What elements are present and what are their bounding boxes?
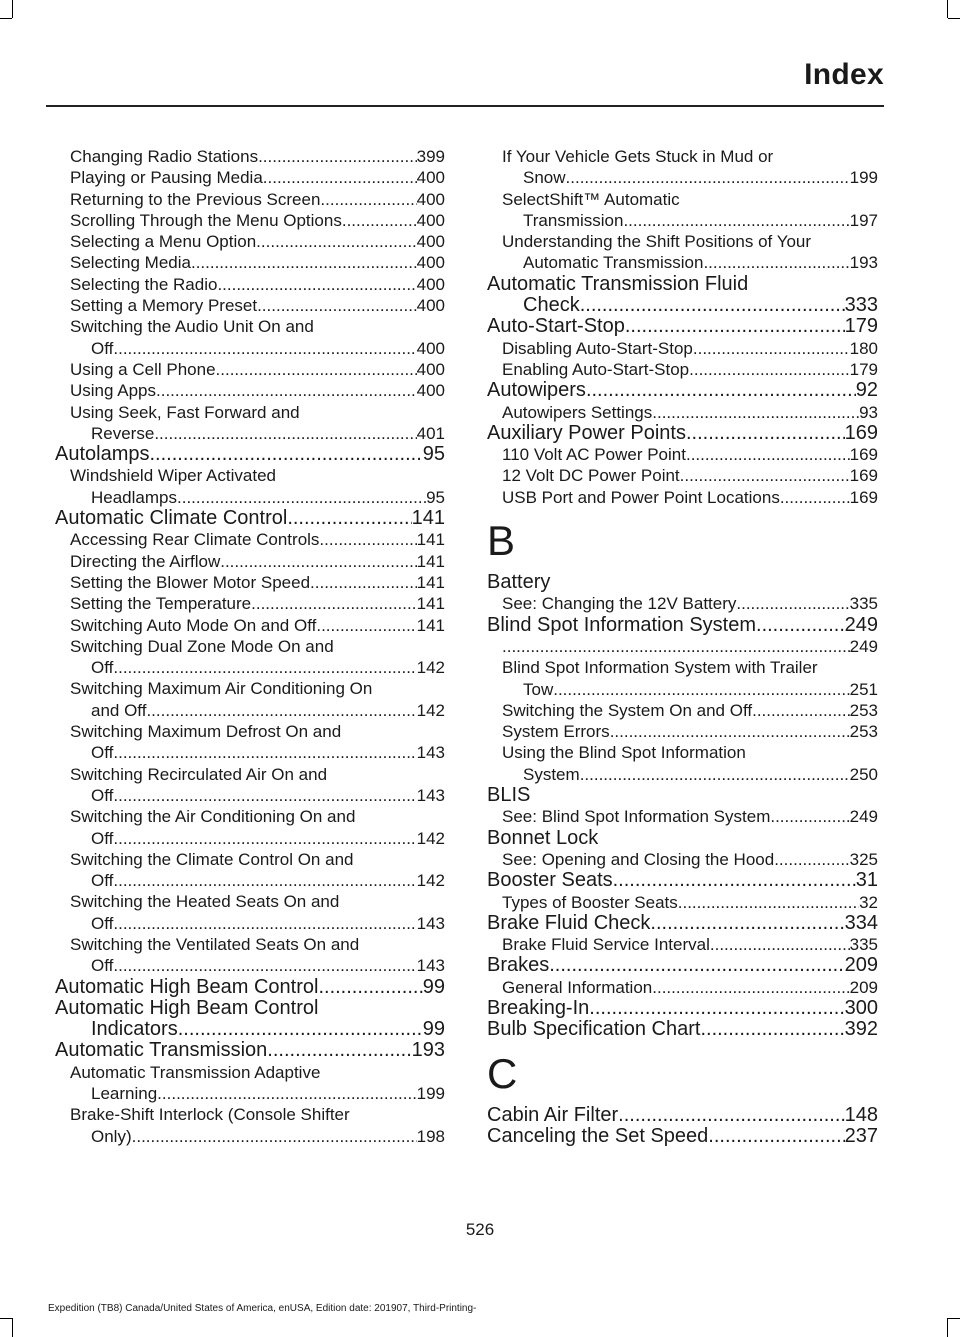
- page-title: Index: [804, 58, 884, 91]
- index-subentry: Windshield Wiper Activated: [70, 466, 276, 486]
- leader-dots: [623, 210, 849, 231]
- entry-label: Automatic Transmission: [523, 253, 704, 273]
- index-entry: [55, 274, 445, 295]
- leader-dots: [263, 167, 417, 188]
- entry-label: Off: [91, 871, 114, 891]
- page-reference[interactable]: 141: [416, 551, 445, 571]
- leader-dots: [502, 636, 850, 657]
- leader-dots: [686, 423, 845, 444]
- leader-dots: [586, 380, 856, 401]
- page-reference[interactable]: 93: [859, 402, 878, 422]
- index-entry: [487, 977, 878, 998]
- page-reference[interactable]: 141: [411, 507, 445, 530]
- index-entry: [487, 402, 878, 423]
- leader-dots: [652, 977, 849, 998]
- entry-label: Setting the Blower Motor Speed: [70, 572, 311, 592]
- crop-mark: [0, 1318, 12, 1319]
- index-entry: [487, 934, 878, 955]
- page-reference[interactable]: 143: [416, 785, 445, 805]
- entry-label: Breaking-In: [487, 996, 590, 1019]
- page-reference[interactable]: 300: [844, 996, 878, 1019]
- entry-label: Tow: [523, 679, 554, 699]
- index-heading: [487, 316, 878, 337]
- leader-dots: [708, 1126, 844, 1147]
- index-entry: [487, 465, 878, 486]
- index-subentry: Blind Spot Information System with Trailer: [502, 658, 818, 678]
- crop-mark: [948, 18, 960, 19]
- page-reference[interactable]: 253: [849, 722, 878, 742]
- leader-dots: [618, 1105, 844, 1126]
- leader-dots: [132, 1126, 417, 1147]
- index-subentry: Using the Blind Spot Information: [502, 743, 746, 763]
- leader-dots: [217, 274, 416, 295]
- page-reference[interactable]: 399: [416, 147, 445, 166]
- index-entry: [55, 146, 445, 167]
- leader-dots: [700, 1019, 844, 1040]
- index-heading: [487, 870, 878, 891]
- leader-dots: [678, 892, 859, 913]
- index-entry: [487, 806, 878, 827]
- entry-label: Snow: [523, 168, 566, 188]
- entry-label: Using Apps: [70, 381, 156, 401]
- header-divider: [46, 105, 884, 107]
- index-entry: [55, 380, 445, 401]
- index-section-letter: B: [487, 517, 516, 565]
- index-entry: [487, 210, 878, 231]
- index-entry: [55, 828, 445, 849]
- entry-label: Blind Spot Information System: [487, 613, 757, 636]
- entry-label: Automatic Transmission: [55, 1039, 268, 1062]
- leader-dots: [752, 700, 850, 721]
- page-reference[interactable]: 169: [849, 487, 878, 507]
- index-entry: [487, 252, 878, 273]
- entry-label: Off: [91, 828, 114, 848]
- index-heading: [55, 977, 445, 998]
- leader-dots: [686, 444, 850, 465]
- leader-dots: [580, 295, 845, 316]
- page-reference[interactable]: 237: [844, 1124, 878, 1147]
- index-subentry: Brake-Shift Interlock (Console Shifter: [70, 1105, 350, 1125]
- entry-label: Changing Radio Stations: [70, 147, 259, 166]
- page-reference[interactable]: 333: [844, 294, 878, 317]
- crop-mark: [12, 1318, 13, 1337]
- entry-label: Auxiliary Power Points: [487, 421, 686, 444]
- index-entry: [55, 785, 445, 806]
- index-heading: [487, 615, 878, 636]
- leader-dots: [256, 231, 416, 252]
- entry-label: Learning: [91, 1084, 158, 1104]
- index-entry: [55, 551, 445, 572]
- footer-edition: Expedition (TB8) Canada/United States of America, enUSA, Edition date: 201907, Third-Printing-: [48, 1303, 477, 1314]
- leader-dots: [257, 295, 417, 316]
- index-column-right: [487, 146, 878, 1147]
- leader-dots: [113, 828, 416, 849]
- leader-dots: [113, 870, 416, 891]
- entry-label: Playing or Pausing Media: [70, 168, 263, 188]
- page-reference[interactable]: 169: [844, 421, 878, 444]
- index-subentry: Using Seek, Fast Forward and: [70, 402, 300, 422]
- index-entry: [487, 636, 878, 657]
- entry-label: Brake Fluid Service Interval: [502, 935, 710, 955]
- page-reference[interactable]: 401: [416, 423, 445, 443]
- index-entry: [55, 742, 445, 763]
- entry-label: Scrolling Through the Menu Options: [70, 210, 342, 230]
- page-reference[interactable]: 169: [849, 445, 878, 465]
- page-reference[interactable]: 95: [422, 443, 445, 466]
- page-reference[interactable]: 179: [844, 315, 878, 338]
- entry-label: Disabling Auto-Start-Stop: [502, 338, 693, 358]
- entry-label: Booster Seats: [487, 869, 613, 892]
- index-entry: [487, 359, 878, 380]
- index-heading: [55, 444, 445, 465]
- entry-label: See: Opening and Closing the Hood: [502, 849, 775, 869]
- index-entry: [55, 487, 445, 508]
- index-entry: [487, 338, 878, 359]
- index-heading: Automatic High Beam Control: [55, 996, 319, 1019]
- leader-dots: [780, 487, 850, 508]
- page-reference[interactable]: 148: [844, 1103, 878, 1126]
- index-entry: [487, 700, 878, 721]
- leader-dots: [342, 210, 417, 231]
- entry-label: Brakes: [487, 954, 550, 977]
- entry-label: Bulb Specification Chart: [487, 1018, 701, 1041]
- index-entry: [55, 295, 445, 316]
- index-entry: [55, 955, 445, 976]
- index-entry: [55, 252, 445, 273]
- index-subentry: Switching Dual Zone Mode On and: [70, 636, 334, 656]
- entry-label: Cabin Air Filter: [487, 1103, 619, 1126]
- page-reference[interactable]: 209: [849, 977, 878, 997]
- index-entry: [55, 615, 445, 636]
- leader-dots: [146, 700, 416, 721]
- index-heading: [55, 508, 445, 529]
- index-heading: Battery: [487, 571, 551, 594]
- index-entry: [55, 338, 445, 359]
- page-reference[interactable]: 400: [416, 189, 445, 209]
- entry-label: Automatic Climate Control: [55, 507, 288, 530]
- leader-dots: [113, 785, 416, 806]
- page-reference[interactable]: 400: [416, 338, 445, 358]
- entry-label: Setting a Memory Preset: [70, 296, 258, 316]
- page-reference[interactable]: 99: [422, 1018, 445, 1041]
- entry-label: System Errors: [502, 722, 610, 742]
- index-entry: [487, 593, 878, 614]
- page-reference[interactable]: 198: [416, 1126, 445, 1146]
- index-heading: [487, 1105, 878, 1126]
- index-entry: [487, 167, 878, 188]
- leader-dots: [625, 316, 845, 337]
- index-subentry: If Your Vehicle Gets Stuck in Mud or: [502, 147, 774, 166]
- leader-dots: [177, 487, 426, 508]
- page-reference[interactable]: 92: [855, 379, 878, 402]
- entry-label: Automatic High Beam Control: [55, 975, 319, 998]
- index-entry: [487, 444, 878, 465]
- leader-dots: [610, 721, 850, 742]
- page-reference[interactable]: 199: [849, 168, 878, 188]
- index-entry: [55, 359, 445, 380]
- page-reference[interactable]: 180: [849, 338, 878, 358]
- index-subentry: Understanding the Shift Positions of Your: [502, 232, 812, 252]
- entry-label: General Information: [502, 977, 653, 997]
- entry-label: Using a Cell Phone: [70, 359, 216, 379]
- page-reference[interactable]: 249: [849, 636, 878, 656]
- leader-dots: [156, 380, 417, 401]
- leader-dots: [650, 913, 844, 934]
- index-subentry: Switching the Air Conditioning On and: [70, 807, 356, 827]
- index-entry: [55, 210, 445, 231]
- index-entry: [55, 529, 445, 550]
- leader-dots: [693, 338, 850, 359]
- leader-dots: [553, 679, 849, 700]
- leader-dots: [549, 955, 844, 976]
- index-subentry: Switching Recirculated Air On and: [70, 764, 328, 784]
- entry-label: Accessing Rear Climate Controls: [70, 530, 320, 550]
- entry-label: Enabling Auto-Start-Stop: [502, 359, 690, 379]
- index-column-left: [55, 146, 445, 1147]
- leader-dots: [157, 1083, 416, 1104]
- page-reference[interactable]: 142: [416, 828, 445, 848]
- page-reference[interactable]: 249: [844, 613, 878, 636]
- entry-label: Brake Fluid Check: [487, 911, 651, 934]
- page-reference[interactable]: 400: [416, 232, 445, 252]
- index-heading: [487, 998, 878, 1019]
- leader-dots: [652, 402, 859, 423]
- page-reference[interactable]: 142: [416, 871, 445, 891]
- leader-dots: [113, 338, 416, 359]
- entry-label: Directing the Airflow: [70, 551, 221, 571]
- index-section-letter: C: [487, 1049, 518, 1097]
- leader-dots: [756, 615, 845, 636]
- page-reference[interactable]: 193: [411, 1039, 445, 1062]
- entry-label: Switching the System On and Off: [502, 700, 753, 720]
- entry-label: Indicators: [91, 1018, 178, 1041]
- entry-label: Types of Booster Seats: [502, 892, 678, 912]
- index-entry: [487, 849, 878, 870]
- crop-mark: [0, 18, 12, 19]
- entry-label: Autolamps: [55, 443, 150, 466]
- leader-dots: [287, 508, 411, 529]
- page-reference[interactable]: 141: [416, 615, 445, 635]
- index-entry: [55, 700, 445, 721]
- leader-dots: [736, 593, 849, 614]
- entry-label: Off: [91, 956, 114, 976]
- entry-label: Off: [91, 743, 114, 763]
- entry-label: Selecting a Menu Option: [70, 232, 257, 252]
- leader-dots: [113, 955, 416, 976]
- page-reference[interactable]: 199: [416, 1084, 445, 1104]
- leader-dots: [220, 551, 416, 572]
- entry-label: Check: [523, 294, 580, 317]
- index-entry: [487, 487, 878, 508]
- leader-dots: [178, 1019, 423, 1040]
- index-entry: [55, 593, 445, 614]
- page-reference[interactable]: 335: [849, 935, 878, 955]
- entry-label: See: Blind Spot Information System: [502, 807, 771, 827]
- index-heading: Automatic Transmission Fluid: [487, 272, 749, 295]
- page-reference[interactable]: 141: [416, 530, 445, 550]
- index-heading: Bonnet Lock: [487, 826, 599, 849]
- crop-mark: [947, 1318, 948, 1337]
- crop-mark: [948, 1318, 960, 1319]
- leader-dots: [320, 189, 416, 210]
- page-reference[interactable]: 334: [844, 911, 878, 934]
- leader-dots: [680, 465, 850, 486]
- page-reference[interactable]: 325: [849, 849, 878, 869]
- crop-mark: [947, 0, 948, 18]
- leader-dots: [613, 870, 856, 891]
- index-subentry: Switching the Audio Unit On and: [70, 317, 314, 337]
- index-entry: [55, 423, 445, 444]
- leader-dots: [566, 167, 850, 188]
- leader-dots: [216, 359, 417, 380]
- index-entry: [55, 231, 445, 252]
- entry-label: Off: [91, 913, 114, 933]
- leader-dots: [258, 146, 417, 167]
- index-entry: [55, 572, 445, 593]
- page-reference[interactable]: 400: [416, 359, 445, 379]
- page-reference[interactable]: 141: [416, 572, 445, 592]
- page-reference[interactable]: 141: [416, 594, 445, 614]
- entry-label: Off: [91, 338, 114, 358]
- leader-dots: [113, 657, 416, 678]
- index-heading: [487, 1019, 878, 1040]
- leader-dots: [150, 444, 423, 465]
- index-subentry: Switching the Ventilated Seats On and: [70, 934, 360, 954]
- entry-label: Selecting Media: [70, 253, 191, 273]
- leader-dots: [580, 764, 850, 785]
- entry-label: USB Port and Power Point Locations: [502, 487, 780, 507]
- page-reference[interactable]: 400: [416, 210, 445, 230]
- page-reference[interactable]: 400: [416, 296, 445, 316]
- page-reference[interactable]: 142: [416, 700, 445, 720]
- entry-label: and Off: [91, 700, 147, 720]
- index-subentry: SelectShift™ Automatic: [502, 189, 680, 209]
- index-entry: [55, 167, 445, 188]
- entry-label: Transmission: [523, 210, 624, 230]
- leader-dots: [310, 572, 417, 593]
- page-reference[interactable]: 179: [849, 359, 878, 379]
- leader-dots: [251, 593, 416, 614]
- index-heading: BLIS: [487, 784, 531, 807]
- page-reference[interactable]: 392: [844, 1018, 878, 1041]
- entry-label: Autowipers: [487, 379, 586, 402]
- index-heading: [55, 1019, 445, 1040]
- index-subentry: Switching the Climate Control On and: [70, 849, 354, 869]
- page-reference[interactable]: 193: [849, 253, 878, 273]
- index-entry: [55, 189, 445, 210]
- leader-dots: [191, 252, 417, 273]
- page-reference[interactable]: 400: [416, 274, 445, 294]
- crop-mark: [12, 0, 13, 18]
- entry-label: Switching Auto Mode On and Off: [70, 615, 317, 635]
- index-subentry: Switching Maximum Air Conditioning On: [70, 679, 373, 699]
- leader-dots: [770, 806, 849, 827]
- index-entry: [487, 679, 878, 700]
- index-subentry: Automatic Transmission Adaptive: [70, 1062, 321, 1082]
- leader-dots: [154, 423, 416, 444]
- index-entry: [55, 870, 445, 891]
- entry-label: Only): [91, 1126, 132, 1146]
- index-heading: [487, 423, 878, 444]
- leader-dots: [589, 998, 844, 1019]
- page-reference[interactable]: 143: [416, 913, 445, 933]
- page-reference[interactable]: 400: [416, 168, 445, 188]
- index-subentry: Switching the Heated Seats On and: [70, 892, 340, 912]
- entry-label: Auto-Start-Stop: [487, 315, 625, 338]
- page-reference[interactable]: 99: [422, 975, 445, 998]
- leader-dots: [710, 934, 850, 955]
- page-reference[interactable]: 251: [849, 679, 878, 699]
- index-entry: [55, 1126, 445, 1147]
- index-entry: [55, 1083, 445, 1104]
- index-subentry: Switching Maximum Defrost On and: [70, 722, 342, 742]
- leader-dots: [703, 252, 849, 273]
- entry-label: System: [523, 764, 580, 784]
- entry-label: Off: [91, 785, 114, 805]
- index-entry: [55, 657, 445, 678]
- index-entry: [487, 721, 878, 742]
- index-entry: [487, 764, 878, 785]
- index-heading: [487, 380, 878, 401]
- page-reference[interactable]: 143: [416, 956, 445, 976]
- page-reference[interactable]: 209: [844, 954, 878, 977]
- page-reference[interactable]: 169: [849, 466, 878, 486]
- entry-label: Off: [91, 658, 114, 678]
- index-entry: [487, 892, 878, 913]
- leader-dots: [113, 742, 416, 763]
- page-number: 526: [465, 1220, 495, 1239]
- entry-label: Canceling the Set Speed: [487, 1124, 709, 1147]
- leader-dots: [774, 849, 849, 870]
- index-heading: [487, 913, 878, 934]
- page-reference[interactable]: 253: [849, 700, 878, 720]
- leader-dots: [113, 913, 416, 934]
- leader-dots: [319, 529, 416, 550]
- entry-label: Returning to the Previous Screen: [70, 189, 321, 209]
- index-heading: [55, 1040, 445, 1061]
- leader-dots: [316, 615, 416, 636]
- entry-label: Autowipers Settings: [502, 402, 653, 422]
- page-reference[interactable]: 95: [426, 487, 445, 507]
- page-reference[interactable]: 335: [849, 594, 878, 614]
- page-reference[interactable]: 32: [859, 892, 878, 912]
- page-reference[interactable]: 400: [416, 253, 445, 273]
- index-entry: [55, 913, 445, 934]
- entry-label: 12 Volt DC Power Point: [502, 466, 680, 486]
- entry-label: Selecting the Radio: [70, 274, 218, 294]
- page-reference[interactable]: 197: [849, 210, 878, 230]
- index-heading: [487, 295, 878, 316]
- page-reference[interactable]: 143: [416, 743, 445, 763]
- page-reference[interactable]: 250: [849, 764, 878, 784]
- entry-label: Headlamps: [91, 487, 177, 507]
- entry-label: 110 Volt AC Power Point: [502, 445, 686, 465]
- leader-dots: [689, 359, 850, 380]
- entry-label: Setting the Temperature: [70, 594, 252, 614]
- page-reference[interactable]: 400: [416, 381, 445, 401]
- page-reference[interactable]: 142: [416, 658, 445, 678]
- leader-dots: [318, 977, 422, 998]
- index-heading: [487, 955, 878, 976]
- page-reference[interactable]: 31: [855, 869, 878, 892]
- page-reference[interactable]: 249: [849, 807, 878, 827]
- index-heading: [487, 1126, 878, 1147]
- entry-label: Reverse: [91, 423, 155, 443]
- leader-dots: [267, 1040, 411, 1061]
- entry-label: See: Changing the 12V Battery: [502, 594, 737, 614]
